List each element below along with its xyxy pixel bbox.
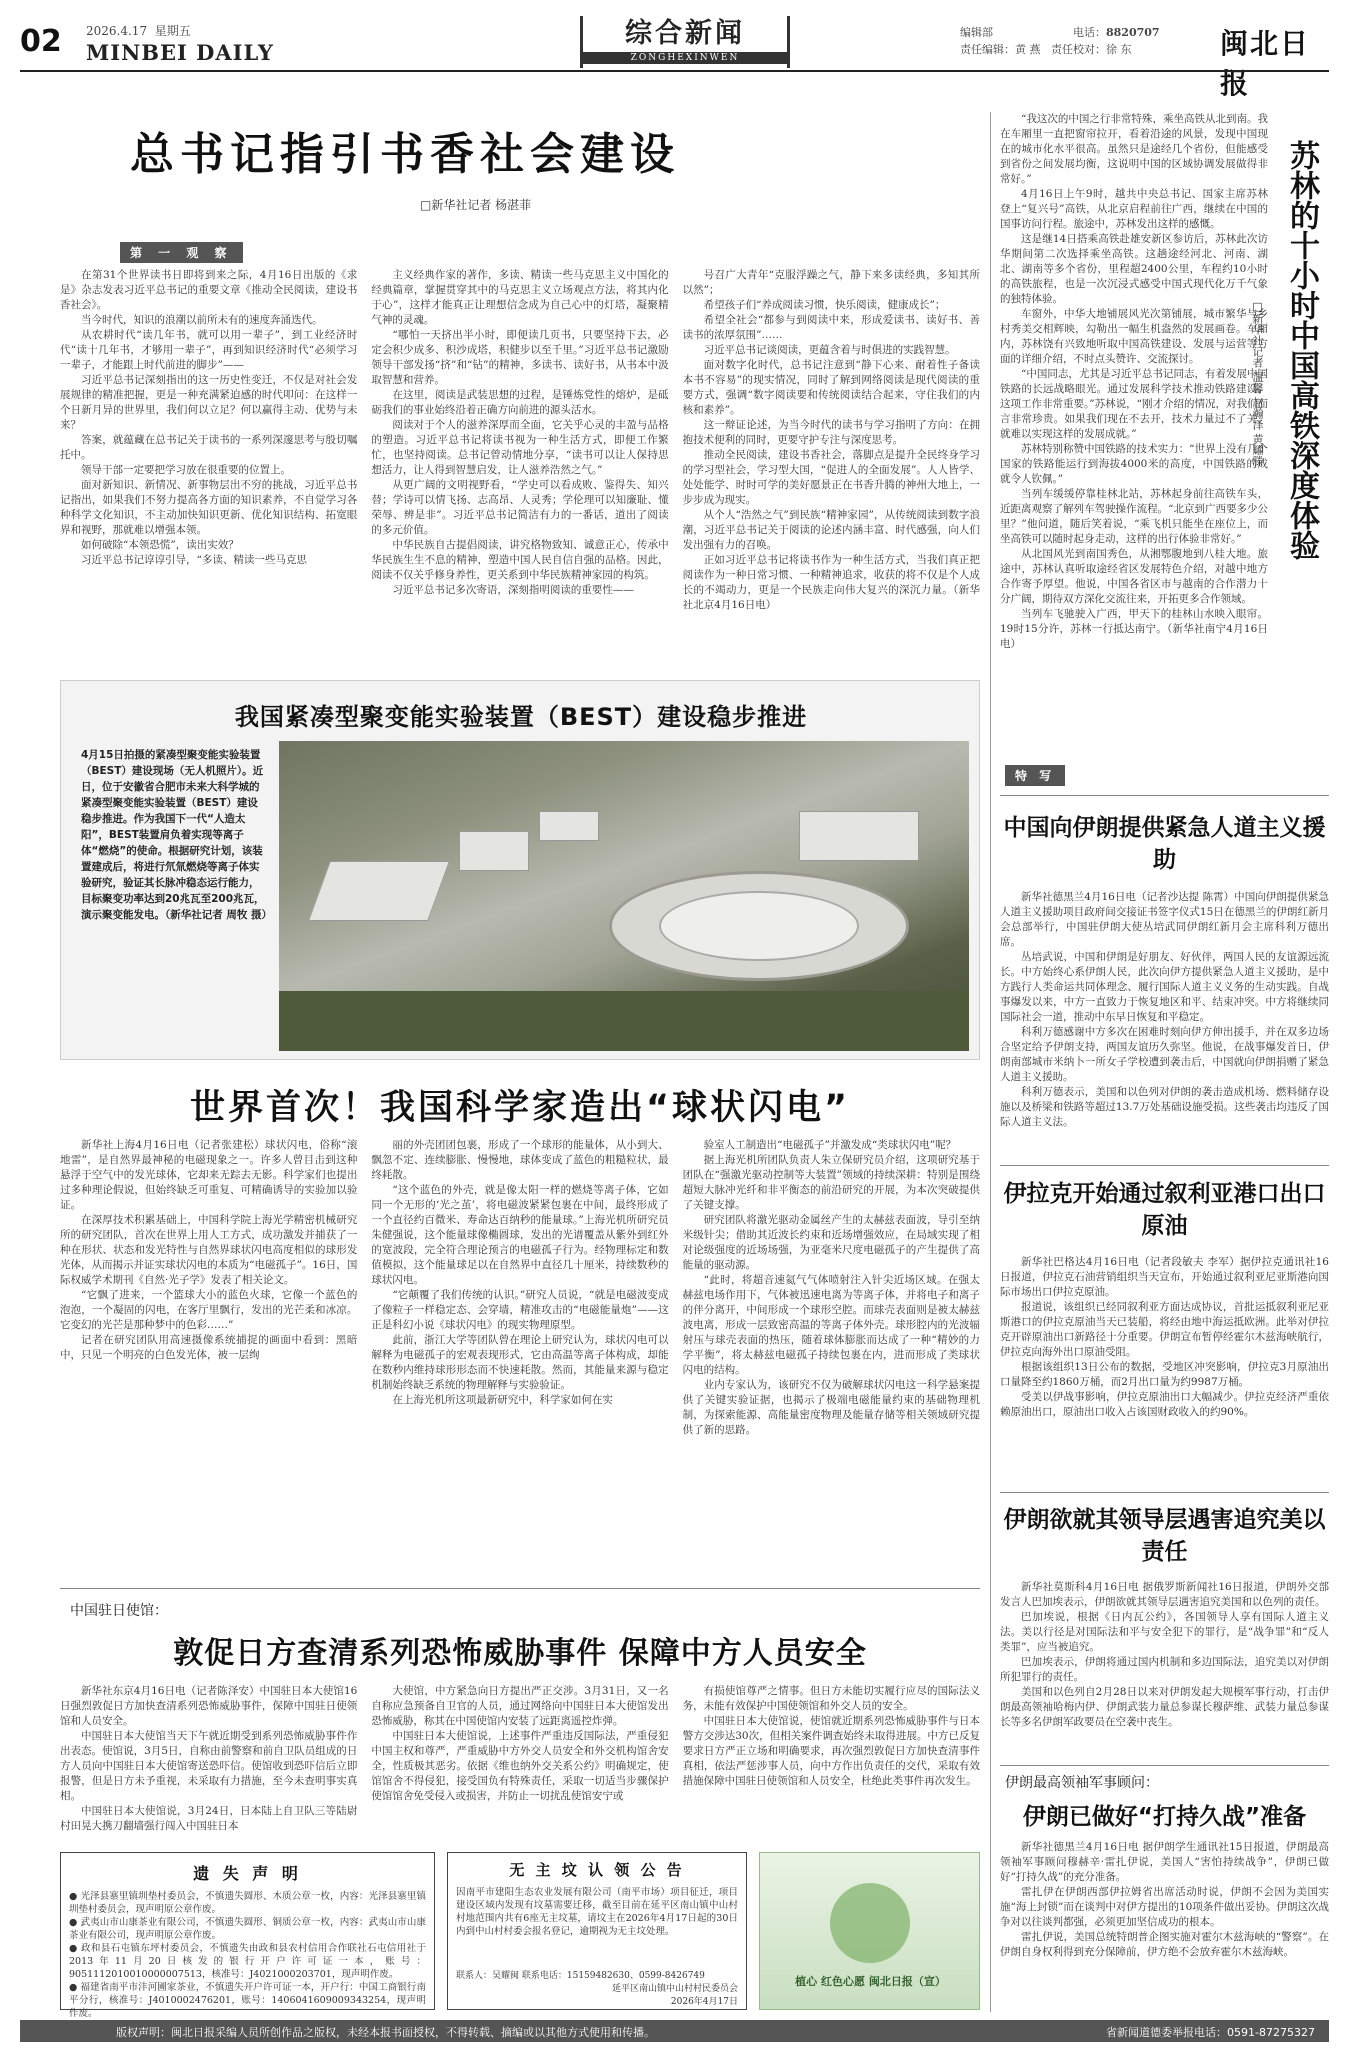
paragraph: 面对新知识、新情况、新事物层出不穷的挑战，习近平总书记指出，如果我们不努力提高各方面的知识素养，不自觉学习各种科学文化知识，不主动加快知识更新、优化知识结构、拓宽眼界和视野，那就难以增强本领。 [60, 479, 358, 536]
paragraph: 希望孩子们“养成阅读习惯，快乐阅读，健康成长”； [703, 299, 946, 311]
iran-leaders-headline: 伊朗欲就其领导层遇害追究美以责任 [1003, 1507, 1326, 1565]
paragraph: 中国驻日本大使馆说，上述事件严重违反国际法，严重侵犯中国主权和尊严，严重威胁中方外交人员安全和外交机构馆舍安全，性质极其恶劣。依据《维也纳外交关系公约》明确规定，使馆馆舍不得侵犯，接受国负有特殊责任，采取一切适当步骤保护使馆馆舍免受侵入或损害，并防止一切扰乱使馆安宁或 [371, 1730, 669, 1802]
paragraph: 在这里，阅读是武装思想的过程，是锤炼党性的熔炉，是砥砺我们的事业始终沿着正确方向前进的源头活水。 [371, 389, 669, 416]
paragraph: “这个蓝色的外壳，就是像太阳一样的燃烧等离子体，它如同一个无形的‘光之茧’，将电磁波紧紧包裹在中间，最终形成了一个直径约百微米、寿命达百纳秒的能量球。”上海光机所研究员朱健强说，这个能量球像椭圆球，发出的光谱覆盖从紫外到红外的宽波段，完全符合理论预言的电磁孤子行为。经物理标定和数值模拟，这个能量球足以在自然界中直径几十厘米，持续数秒的球状闪电。 [371, 1184, 669, 1286]
lost-notice-item: ● 政和县石屯镇东坪村委员会，不慎遗失由政和县农村信用合作联社石屯信用社于2013年11月20日核发的银行开户许可证一本，账号：9051112010010000007513，核准号：J4021000203701，现声明作废。 [69, 1943, 426, 1980]
lead-byline: □新华社记者 杨湛菲 [420, 198, 532, 212]
paragraph: “哪怕一天挤出半小时，即便读几页书，只要坚持下去，必定会积少成多、积沙成塔，积健步以至千里。”习近平总书记激励领导干部发扬“挤”和“钻”的精神，多读书、读好书，从书本中汲取智慧和营养。 [371, 329, 669, 386]
paragraph: 正如习近平总书记将读书作为一种生活方式，当我们真正把阅读作为一种日常习惯、一种精神追求，收获的将不仅是个人成长的不竭动力，更是一个民族走向伟大复兴的深沉力量。（新华社北京4月16日电） [682, 554, 980, 611]
iran-war-headline: 伊朗已做好“打持久战”准备 [1022, 1804, 1307, 1830]
paragraph: 有损使馆尊严之情事。但日方未能切实履行应尽的国际法义务，未能有效保护中国使领馆和外交人员的安全。 [682, 1685, 980, 1712]
unclaimed-signer: 延平区南山镇中山村村民委员会 [611, 1984, 738, 1994]
paragraph: 号召广大青年“克服浮躁之气，静下来多读经典，多知其所以然”； [682, 269, 980, 296]
best-photo-block [60, 680, 980, 1060]
iran-leaders-body [1000, 1580, 1329, 1758]
lost-notice-item: ● 武夷山市山康茶业有限公司，不慎遗失圆形、铜质公章一枚，内容：武夷山市山康茶业有限公司，现声明原公章作废。 [69, 1917, 426, 1941]
promo-text: 植心 红色心愿 闽北日报（宣） [795, 1975, 946, 1988]
lead-column-2 [371, 268, 668, 663]
paragraph: 丽的外壳团团包裹，形成了一个球形的能量体，从小到大、飘忽不定、连续膨胀、慢慢地，球体变成了蓝色的粗糙粒状，最终耗散。 [371, 1139, 669, 1181]
paragraph: 面对数字化时代，总书记注意到“静下心来、耐着性子备读本书不容易”的现实情况，同时了解到网络阅读是现代阅读的重要方式，强调“数字阅读要和传统阅读结合起来，守住我们的内核和素养”。 [682, 359, 980, 416]
paragraph: “我这次的中国之行非常特殊，乘坐高铁从北到南。我在车厢里一直把窗帘拉开，看着沿途的风景，发现中国现在的城市化水平很高。虽然只是途经几个省份，但能感受到省份之间发展均衡，这说明中国的区域协调发展做得非常好。” [1000, 113, 1268, 185]
paragraph: 希望全社会“都参与到阅读中来，形成爱读书、读好书、善读书的浓厚氛围”…… [682, 314, 980, 341]
section-banner [580, 16, 790, 68]
feature-badge: 特 写 [1005, 765, 1065, 786]
paragraph: 习近平总书记深刻指出的这一历史性变迁，不仅是对社会发展规律的精准把握，更是一种充满紧迫感的时代叩问：在这样一个日新月异的世界里，我们何以立足？何以赢得主动、优势与未来？ [60, 374, 358, 431]
paragraph: 当列车飞驰驶入广西，甲天下的桂林山水映入眼帘。19时15分许，苏林一行抵达南宁。（新华社南宁4月16日电） [1000, 608, 1268, 650]
paragraph: 科利万德表示，美国和以色列对伊朗的袭击造成机场、燃料储存设施以及桥梁和铁路等超过13.7万处基础设施受损。这些袭击均违反了国际人道主义法。 [1000, 1086, 1329, 1128]
paragraph: 验室人工制造出“电磁孤子”并激发成“类球状闪电”呢？ [703, 1139, 957, 1151]
paragraph: 从农耕时代“读几年书，就可以用一辈子”，到工业经济时代“读十几年书，才够用一辈子”，再到知识经济时代“必须学习一辈子，才能跟上时代前进的脚步”—— [60, 329, 358, 371]
paragraph: 巴加埃说，根据《日内瓦公约》，各国领导人享有国际人道主义法。美以行径是对国际法和平与安全犯下的罪行，是“战争罪”和“反人类罪”，应当被追究。 [1000, 1611, 1329, 1653]
paragraph: 推动全民阅读，建设书香社会，落脚点是提升全民终身学习的学习型社会，学习型大国，“促进人的全面发展”。人人皆学、处处能学、时时可学的美好愿景正在书香升腾的神州大地上，一步步成为现实。 [682, 449, 980, 506]
phone-label: 电话： [1073, 26, 1106, 39]
page-header [20, 18, 1329, 100]
suzhou-body [1000, 112, 1268, 762]
iran-aid-body [1000, 890, 1329, 1155]
best-caption: 4月15日拍摄的紧凑型聚变能实验装置（BEST）建设现场（无人机照片）。近日，位于安徽省合肥市未来大科学城的紧凑型聚变能实验装置（BEST）建设稳步推进。作为我国下一代“人造太阳”，BEST装置肩负着实现等离子体“燃烧”的使命。根据研究计划，该装置建成后，将进行氘氚燃烧等离子体实验研究，验证其长脉冲稳态运行能力，目标聚变功率达到20兆瓦至200兆瓦，演示聚变能发电。（新华社记者 周牧 摄） [81, 749, 273, 921]
paragraph: 雷扎伊在伊朗西部伊拉姆省出席活动时说，伊朗不会因为美国实施“海上封锁”而在谈判中对伊方提出的10项条件做出妥协。伊朗这次战争对以往谈判都强，必须更加坚信成功的根本。 [1000, 1886, 1329, 1928]
paragraph: 中华民族自古提倡阅读，讲究格物致知、诚意正心，传承中华民族生生不息的精神，塑造中国人民自信自强的品格。因此，阅读不仅关乎修身养性，更关系到中华民族精神家园的构筑。 [371, 539, 669, 581]
lead-headline: 总书记指引书香社会建设 [130, 129, 680, 180]
paragraph: 据上海光机所团队负责人朱立保研究员介绍，这项研究基于团队在“强激光驱动控制等大装置”领域的持续深耕：特别是围绕超短大脉冲光纤和非平衡态的前沿研究的开展，为本次突破提供了关键支撑。 [682, 1154, 980, 1211]
iran-aid-headline: 中国向伊朗提供紧急人道主义援助 [1003, 815, 1326, 873]
best-construction-photo [279, 741, 969, 1051]
paragraph: 根据该组织13日公布的数据，受地区冲突影响，伊拉克3月原油出口量降至约1860万桶，而2月出口量为约9987万桶。 [1000, 1361, 1329, 1388]
unclaimed-date: 2026年4月17日 [670, 1997, 738, 2007]
ball-column-3 [683, 1138, 980, 1576]
paragraph: 此前，浙江大学等团队曾在理论上研究认为，球状闪电可以解释为电磁孤子的宏观表现形式，它由高温等离子体构成，却能在数秒内维持球形形态而不快速耗散。然而，其能量来源与稳定机制始终缺乏系统的物理解释与实验验证。 [371, 1334, 669, 1391]
unclaimed-title: 无 主 坟 认 领 公 告 [509, 1861, 685, 1879]
paragraph: “它颠覆了我们传统的认识。”研究人员说，“就是电磁波变成了像粒子一样稳定态、会穿墙，精准攻击的“电磁能量炮”——这正是科幻小说《球状闪电》的现实物理原型。 [371, 1289, 669, 1331]
paragraph: 受美以伊战事影响，伊拉克原油出口大幅减少。伊拉克经济严重依赖原油出口，原油出口收入占该国财政收入的约90%。 [1000, 1391, 1329, 1418]
paragraph: 丛培武说，中国和伊朗是好朋友、好伙伴，两国人民的友谊源远流长。中方始终心系伊朗人民，此次向伊方提供紧急人道主义援助，是中方践行人类命运共同体理念、履行国际人道主义义务的生动实践。自战事爆发以来，中方一直致力于恢复地区和平、结束冲突。中方将继续同国际社会一道，推动中东早日恢复和平稳定。 [1000, 951, 1329, 1023]
section-title: 综合新闻 [625, 18, 745, 49]
paper-name-en: MINBEI DAILY [86, 40, 274, 65]
paragraph: 阅读对于个人的滋养深厚而全面，它关乎心灵的丰盈与品格的塑造。习近平总书记将读书视为一种生活方式，即便工作繁忙，也坚持阅读。总书记曾动情地分享，“读书可以让人保持思想活力，让人得到智慧启发，让人滋养浩然之气。” [371, 419, 669, 476]
page-number: 02 [20, 24, 62, 59]
paragraph: 4月16日上午9时，越共中央总书记、国家主席苏林登上“复兴号”高铁，从北京启程前往广西，继续在中国的国事访问行程。旅途中，苏林发出这样的感慨。 [1000, 188, 1268, 230]
lead-kicker [120, 242, 243, 263]
paragraph: 车窗外，中华大地铺展风光次第铺展，城市繁华与乡村秀美交相辉映，勾勒出一幅生机盎然的发展画卷。车厢内，苏林饶有兴致地听取中国高铁建设、发展与运营等方面的详细介绍，不时点头赞许、交流探讨。 [1000, 308, 1268, 365]
paragraph: “它飘了进来，一个篮球大小的蓝色火球，它像一个蓝色的泡泡，一个凝固的闪电，在客厅里飘行，发出的光芒柔和冰凉。它变幻的光芒是那种梦中的色彩……” [60, 1289, 358, 1331]
paragraph: 在深厚技术积累基础上，中国科学院上海光学精密机械研究所的研究团队，首次在世界上用人工方式，成功激发并捕获了一种在形状、状态和发光特性与自然界球状闪电高度相似的球形发光体，从而揭示并证实球状闪电的本质为“电磁孤子”。16日，国际权威学术期刊《自然·光子学》发表了相关论文。 [60, 1214, 358, 1286]
lost-notice-item: ● 福建省南平市沣河圃家茶业，不慎遗失开户许可证一本，开户行：中国工商银行南平分行，核准号：J4010002476201，账号：1406041609009343254，现声明作废。 [69, 1982, 426, 2019]
paragraph: 这一辩证论述，为当今时代的读书与学习指明了方向：在拥抱技术便利的同时，更要守护专注与深度思考。 [682, 419, 980, 446]
ball-body [60, 1138, 980, 1576]
paragraph: 中国驻日本大使馆当天下午就近期受到系列恐怖威胁事件作出表态。使馆说，3月5日，自称由前警察和前自卫队员组成的日方人员向中国驻日本大使馆寄送恐吓信。使馆收到恐吓信后立即报警，但是日方未予重视，未采取有力措施，至今未查明事实真相。 [60, 1730, 358, 1802]
editor-label: 编辑部 [960, 26, 993, 39]
paragraph: 在上海光机所这项最新研究中，科学家如何在实 [392, 1394, 613, 1406]
ball-column-1 [60, 1138, 357, 1576]
japan-kicker: 中国驻日使馆： [70, 1603, 168, 1619]
paragraph: “中国同志，尤其是习近平总书记同志，有着发展中国铁路的长远战略眼光。通过发展科学技术推动铁路建设，这项工作非常重要。”苏林说，“刚才介绍的情况，对我们而言非常珍贵。如果我们现在不去开，技术力量过不了关，就难以实现这样的发展成就。” [1000, 368, 1268, 440]
paragraph: 答案，就蕴藏在总书记关于读书的一系列深邃思考与殷切嘱托中。 [60, 434, 358, 461]
paragraph: 新华社德黑兰4月16日电 据伊朗学生通讯社15日报道，伊朗最高领袖军事顾问穆赫辛·雷扎伊说，美国人“害怕持续战争”，伊朗已做好“打持久战”的充分准备。 [1000, 1841, 1329, 1883]
paragraph: 新华社莫斯科4月16日电 据俄罗斯新闻社16日报道，伊朗外交部发言人巴加埃表示，伊朗欲就其领导层遇害追究美国和以色列的责任。 [1000, 1581, 1329, 1608]
paragraph: 新华社上海4月16日电（记者张建松）球状闪电，俗称“滚地雷”，是自然界最神秘的电磁现象之一。许多人曾目击到这种悬浮于空气中的发光球体，它却来无踪去无影。科学家们也提出过多种理论假说，但始终缺乏可重复、可精确诱导的实验加以验证。 [60, 1139, 358, 1211]
editor-info [960, 24, 1200, 58]
iran-war-kicker: 伊朗最高领袖军事顾问： [1005, 1775, 1159, 1791]
paragraph: 从北国风光到南国秀色，从湘鄂腹地到八桂大地。旅途中，苏林认真听取途经省区发展特色介绍，对越中地方合作寄予厚望。他说，中国各省区市与越南的合作潜力十分广阔，期待双方深化交流往来，开拓更多合作领域。 [1000, 548, 1268, 605]
paragraph: 如何破除“本领恐慌”，读出实效？ [81, 539, 239, 551]
paragraph: 大使馆，中方紧急向日方提出严正交涉。3月31日，又一名自称应急预备自卫官的人员，通过网络向中国驻日本大使馆发出恐怖威胁，称其在中国使馆内安装了远距离遥控炸弹。 [371, 1685, 669, 1727]
ball-headline: 世界首次！我国科学家造出“球状闪电” [189, 1088, 850, 1128]
lead-body [60, 268, 980, 663]
tree-icon [830, 1883, 910, 1963]
header-rule [20, 70, 1329, 72]
paragraph: 从个人“浩然之气”到民族“精神家园”，从传统阅读到数字浪潮，习近平总书记关于阅读的论述内涵丰富、时代感强，向人们发出强有力的召唤。 [682, 509, 980, 551]
paragraph: 在第31个世界读书日即将到来之际，4月16日出版的《求是》杂志发表习近平总书记的重要文章《推动全民阅读，建设书香社会》。 [60, 269, 358, 311]
ball-column-2 [371, 1138, 668, 1576]
unclaimed-contact: 联系人：吴耀闽 联系电话：15159482630、0599-8426749 [456, 1971, 705, 1981]
paragraph: 从更广阔的文明视野看，“学史可以看成败、鉴得失、知兴替；学诗可以情飞扬、志高昂、人灵秀；学伦理可以知廉耻、懂荣辱、辨是非”。习近平总书记简洁有力的一番话，道出了阅读的多元价值。 [371, 479, 669, 536]
paragraph: 科利万德感谢中方多次在困难时刻向伊方伸出援手，并在双多边场合坚定给予伊朗支持，两国友谊历久弥坚。他说，在战事爆发首日，伊朗南部城市米纳卜一所女子学校遭到袭击后，中国就向伊朗捐赠了紧急人道主义援助。 [1000, 1026, 1329, 1083]
best-headline: 我国紧凑型聚变能实验装置（BEST）建设稳步推进 [234, 703, 808, 731]
page-footer [20, 2020, 1329, 2042]
column-badge: 第 一 观 察 [120, 242, 243, 263]
paragraph: 中国驻日本大使馆说，3月24日，日本陆上自卫队三等陆尉村田晃大携刀翻墙强行闯入中国驻日本 [60, 1805, 358, 1832]
paragraph: 苏林特别称赞中国铁路的技术实力：“世界上没有几个国家的铁路能运行到海拔4000米的高度，中国铁路的成就令人钦佩。” [1000, 443, 1268, 485]
iraq-body [1000, 1255, 1329, 1485]
suzhou-byline: □新华社记者 温馨 赵瀚泽 黄耀滕 [1251, 300, 1264, 467]
weekday: 星期五 [154, 24, 191, 38]
issue-date: 2026.4.17 [86, 24, 148, 38]
paragraph: 习近平总书记多次寄语，深刻指明阅读的重要性—— [392, 584, 634, 596]
phone-number: 8820707 [1106, 26, 1160, 39]
japan-column-2 [371, 1684, 668, 1844]
paragraph: 新华社巴格达4月16日电（记者段敏夫 李军）据伊拉克通讯社16日报道，伊拉克石油营销组织当天宣布，开始通过叙利亚尼亚斯港向国际市场出口伊拉克原油。 [1000, 1256, 1329, 1298]
paragraph: 新华社德黑兰4月16日电（记者沙达提 陈霄）中国向伊朗提供紧急人道主义援助项目政府间交接证书签字仪式15日在德黑兰的伊朗红新月会总部举行，中国驻伊朗大使丛培武同伊朗红新月会主席科利万德出席。 [1000, 891, 1329, 948]
paragraph: 这是继14日搭乘高铁赴雄安新区参访后，苏林此次访华期间第二次选择乘坐高铁。这趟途经河北、河南、湖北、湖南等多个省份，里程超2400公里，车程约10小时的高铁旅程，也是一次沉浸式感受中国式现代化万千气象的独特体验。 [1000, 233, 1268, 305]
lost-notice-title: 遗 失 声 明 [193, 1864, 302, 1883]
unclaimed-text: 因南平市建阳生态农业发展有限公司（南平市场）项目征迁，项目建设区域内发现有坟墓需要迁移，截至目前在延平区南山镇中山村村地范围内共有6座无主坟墓，请坟主在2026年4月17日起的30日内到中山村村委会报名登记，逾期视为无主坟处理。 [456, 1887, 738, 1937]
promo-ad [759, 1852, 980, 2010]
report-hotline: 省新闻道德委举报电话：0591-87275327 [1106, 2026, 1315, 2039]
paragraph: 习近平总书记谈阅读，更蕴含着与时俱进的实践智慧。 [703, 344, 956, 356]
lead-column-1 [60, 268, 357, 663]
paragraph: 研究团队将激光驱动金属丝产生的太赫兹表面波，导引至纳米级针尖；借助其近波长约束和近场增强效应，在局域实现了相对论级强度的近场场强，为亚毫米尺度电磁孤子的产生提供了高能量的驱动源。 [682, 1214, 980, 1271]
paragraph: “此时，将超音速氦气气体喷射注入针尖近场区域。在强太赫兹电场作用下，气体被迅速电离为等离子体，并将电子和离子的伴分离开，中间形成一个球形空腔。而球壳表面则是被太赫兹波电离，形成一层致密高温的等离子体外壳。球形腔内的光波辐射压与球壳表面的热压，随着球体膨胀而达成了一种“精妙的力学平衡”，将太赫兹电磁孤子持续包裹在内，进而形成了类球状闪电的结构。 [682, 1274, 980, 1376]
iran-war-body [1000, 1840, 1329, 2012]
japan-headline: 敦促日方查清系列恐怖威胁事件 保障中方人员安全 [173, 1636, 867, 1671]
lost-notice [60, 1852, 435, 2019]
proof-reader: 责任校对：徐 东 [1051, 43, 1132, 56]
japan-column-1 [60, 1684, 357, 1844]
lead-column-3 [683, 268, 980, 663]
iraq-headline: 伊拉克开始通过叙利亚港口出口原油 [1003, 1181, 1326, 1239]
paragraph: 领导干部一定要把学习放在很重要的位置上。 [81, 464, 291, 476]
japan-body [60, 1684, 980, 1844]
paragraph: 业内专家认为，该研究不仅为破解球状闪电这一科学悬案提供了关键实验证据，也揭示了极端电磁能量约束的基础物理机制，为探索能源、高能量密度物理及能量存储等相关领域研究提供了新的思路。 [682, 1379, 980, 1436]
lost-notice-item: ● 光泽县寨里镇圳垫村委员会，不慎遗失圆形、木质公章一枚，内容：光泽县寨里镇圳垫村委员会，现声明原公章作废。 [69, 1891, 426, 1915]
paragraph: 中国驻日本大使馆说，使馆就近期系列恐怖威胁事件与日本警方交涉达30次，但相关案件调查始终未取得进展。中方已反复要求日方严正立场和明确要求，再次强烈敦促日方加快查清事件真相，依法严惩涉事人员，向中方作出负责任的交代，采取有效措施保障中国驻日使领馆和人员安全，杜绝此类事件再次发生。 [682, 1715, 980, 1787]
lost-notice-list [61, 1890, 434, 2020]
copyright-notice: 版权声明：闽北日报采编人员所创作品之版权，未经本报书面授权，不得转载、摘编或以其他方式使用和传播。 [116, 2026, 655, 2039]
paragraph: 美国和以色列自2月28日以来对伊朗发起大规模军事行动，打击伊朗最高领袖哈梅内伊、伊朗武装力量总参谋长穆萨维、武装力量总参谋长等多名伊朗军政要员在空袭中丧生。 [1000, 1686, 1329, 1728]
paragraph: 主义经典作家的著作，多读、精读一些马克思主义中国化的经典篇章，掌握贯穿其中的马克思主义立场观点方法，将其内化于心”，这样才能真正让理想信念成为自己心中的灯塔，凝聚精气神的灵魂。 [371, 269, 669, 326]
chief-editor: 责任编辑：黄 燕 [960, 43, 1041, 56]
paragraph: 巴加埃表示，伊朗将通过国内机制和多边国际法，追究美以对伊朗所犯罪行的责任。 [1000, 1656, 1329, 1683]
paragraph: 报道说，该组织已经同叙利亚方面达成协议，首批运抵叙利亚尼亚斯港口的伊拉克原油当天已装船，将经由地中海运抵欧洲。此举对伊拉克开辟原油出口新路径十分重要。伊朗宣布暂停经霍尔木兹海峡航行，伊拉克向海外出口原油受阻。 [1000, 1301, 1329, 1358]
paragraph: 记者在研究团队用高速摄像系统捕捉的画面中看到：黑暗中，只见一个明亮的白色发光体，被一层绚 [60, 1334, 358, 1361]
suzhou-headline: 苏林的十小时中国高铁深度体验 [1284, 140, 1319, 560]
masthead-logo: 闽北日报 [1220, 27, 1311, 100]
paragraph: 新华社东京4月16日电（记者陈泽安）中国驻日本大使馆16日强烈敦促日方加快查清系列恐怖威胁事件，保障中国驻日使领馆和人员安全。 [60, 1685, 358, 1727]
section-pinyin: ZONGHEXINWEN [583, 52, 787, 64]
paragraph: 习近平总书记谆谆引导，“多读、精读一些马克思 [81, 554, 307, 566]
unclaimed-grave-notice [447, 1852, 747, 2010]
paragraph: 当今时代，知识的浪潮以前所未有的速度奔涌迭代。 [81, 314, 323, 326]
japan-column-3 [683, 1684, 980, 1844]
paragraph: 当列车缓缓停靠桂林北站，苏林起身前往高铁车头，近距离观察了解列车驾驶操作流程。“北京到广西要多少公里？”他问道，随后笑着说，“乘飞机只能坐在座位上，而坐高铁可以随时起身走动，这样的出行体验非常好。” [1000, 488, 1268, 545]
paragraph: 雷扎伊说，美国总统特朗普企图实施对霍尔木兹海峡的“警察”。在伊朗自身权利得到充分保障前，伊方绝不会放弃霍尔木兹海峡。 [1000, 1931, 1329, 1958]
